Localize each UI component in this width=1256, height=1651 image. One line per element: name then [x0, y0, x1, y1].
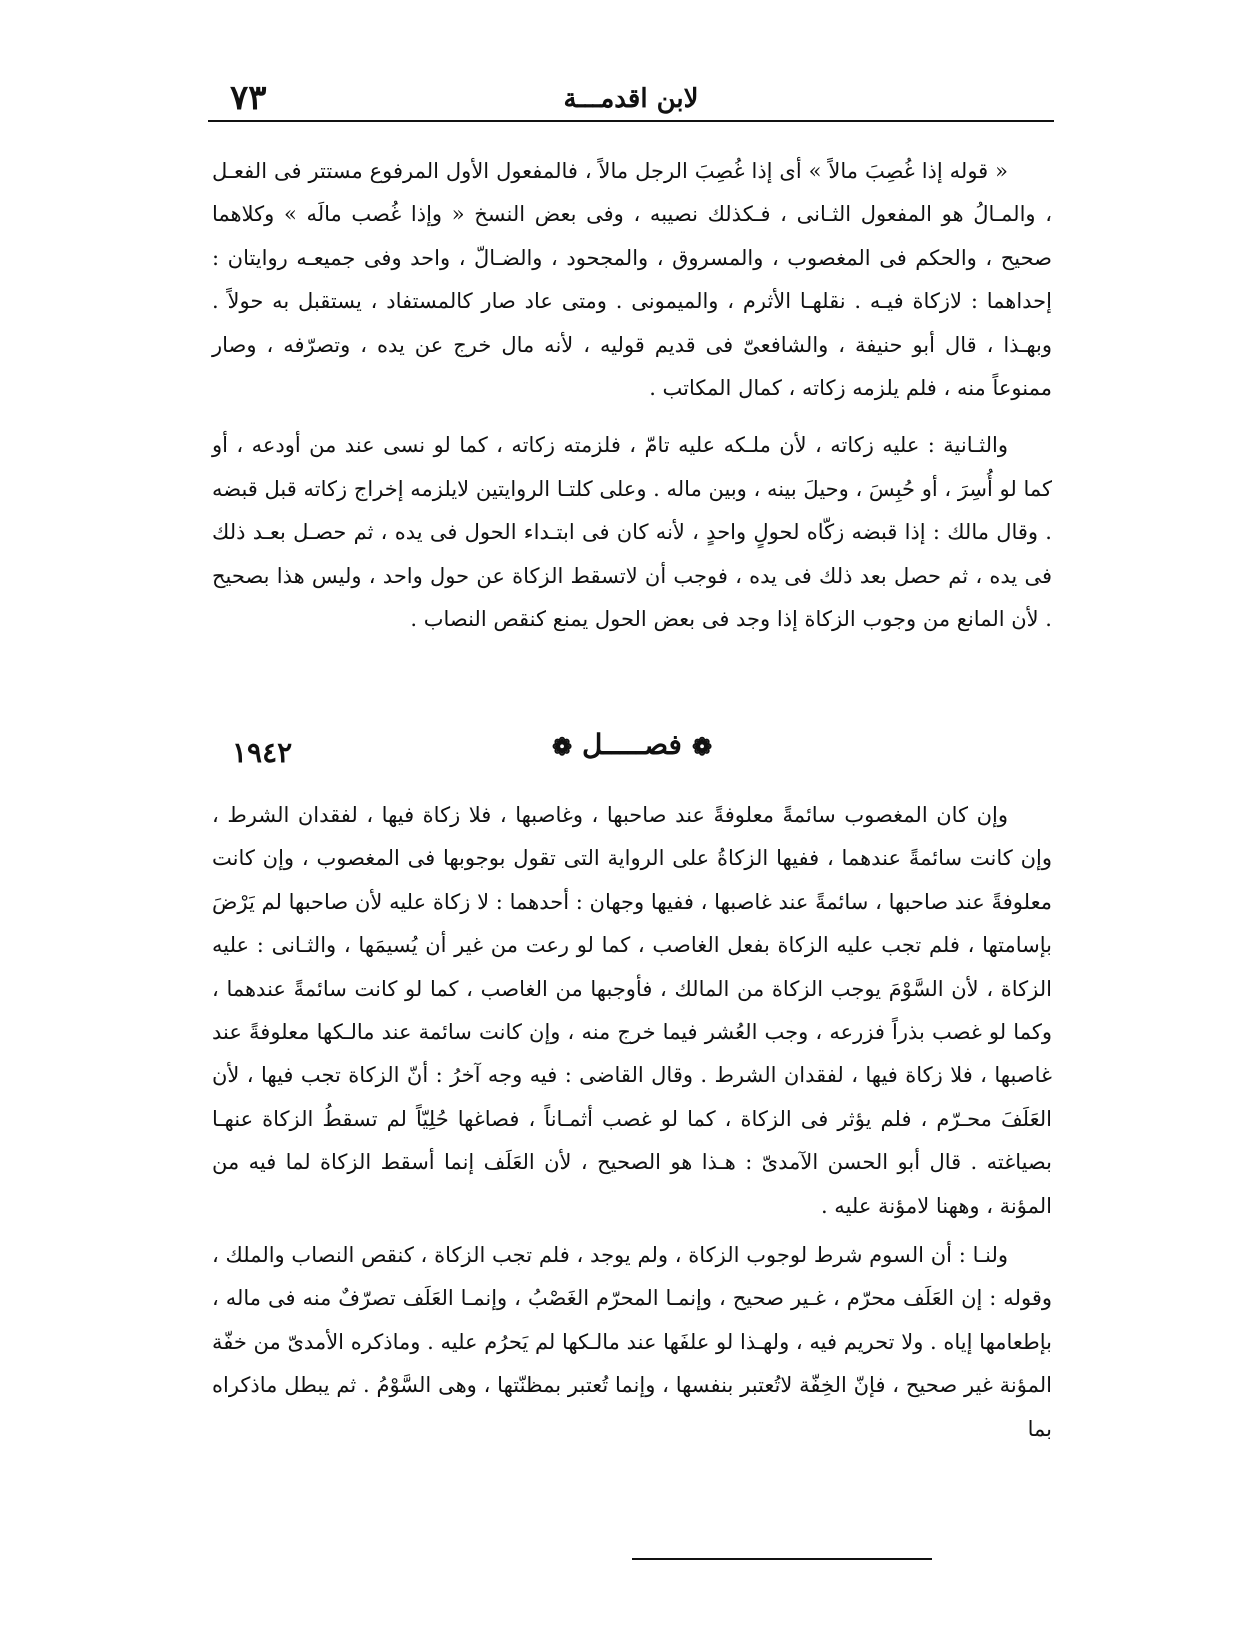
section-title-wrap: [212, 728, 1052, 761]
page-header: [208, 78, 1054, 120]
text-block-1: [212, 150, 1052, 641]
paragraph: ولنـا : أن السوم شرط لوجوب الزكاة ، ولم يوجد ، فلم تجب الزكاة ، كنقص النصاب والملك ، وقوله : إن العَلَف محرّم ، غـير صحيح ، وإنمـا المحرّم الغَصْبُ ، وإنمـا العَلَف تصرّفٌ منه فى ماله ، بإطعامها إياه . ولا تحريم فيه ، ولهـذا لو علفَها عند مالـكها لم يَحرُم عليه . وماذكره الأمدىّ من خفّة المؤنة غير صحيح ، فإنّ الخِفّة لاتُعتبر بنفسها ، وإنما تُعتبر بمظنّتها ، وهى السَّوْمُ . ثم يبطل ماذكراه بما: [212, 1243, 1052, 1441]
footer-rule: [632, 1558, 932, 1560]
paragraph: « قوله إذا غُصِبَ مالاً » أى إذا غُصِبَ الرجل مالاً ، فالمفعول الأول المرفوع مستتر فى الفعـل ، والمـالُ هو المفعول الثـانى ، فـكذلك نصيبه ، وفى بعض النسخ « وإذا غُصب مالَه » وكلاهما صحيح ، والحكم فى المغصوب ، والمسروق ، والمجحود ، والضـالّ ، واحد وفى جميعـه روايتان : إحداهما : لازكاة فيـه . نقلهـا الأثرم ، والميمونى . ومتى عاد صار كالمستفاد ، يستقبل به حولاً . وبهـذا ، قال أبو حنيفة ، والشافعىّ فى قديم قوليه ، لأنه مال خرج عن يده ، وتصرّفه ، وصار ممنوعاً منه ، فلم يلزمه زكاته ، كمال المكاتب .: [212, 159, 1052, 401]
ornament-icon: ❁: [691, 732, 713, 761]
section-title: فصـــــل: [582, 728, 682, 761]
text-block-2: [212, 794, 1052, 1451]
header-rule: [208, 120, 1054, 122]
paragraph: وإن كان المغصوب سائمةً معلوفةً عند صاحبها ، وغاصبها ، فلا زكاة فيها ، لفقدان الشرط ، وإن كانت سائمةً عندهما ، ففيها الزكاةُ على الرواية التى تقول بوجوبها فى المغصوب ، وإن كانت معلوفةً عند صاحبها ، سائمةً عند غاصبها ، ففيها وجهان : أحدهما : لا زكاة عليه لأن صاحبها لم يَرْضَ بإسامتها ، فلم تجب عليه الزكاة بفعل الغاصب ، كما لو رعت من غير أن يُسيمَها ، والثـانى : عليه الزكاة ، لأن السَّوْمَ يوجب الزكاة من المالك ، فأوجبها من الغاصب ، كما لو كانت سائمةً عندهما ، وكما لو غصب بذراً فزرعه ، وجب العُشر فيما خرج منه ، وإن كانت سائمة عند مالـكها معلوفةً عند غاصبها ، فلا زكاة فيها ، لفقدان الشرط . وقال القاضى : فيه وجه آخرُ : أنّ الزكاة تجب فيها ، لأن العَلَفَ محـرّم ، فلم يؤثر فى الزكاة ، كما لو غصب أثمـاناً ، فصاغها حُلِيّاً لم تسقطُ الزكاة عنهـا بصياغته . قال أبو الحسن الآمدىّ : هـذا هو الصحيح ، لأن العَلَف إنما أسقط الزكاة لما فيه من المؤنة ، وههنا لامؤنة عليه .: [212, 803, 1052, 1218]
section-number: ١٩٤٢: [232, 736, 293, 769]
ornament-icon: ❁: [551, 732, 573, 761]
running-title: لابن اقدمـــة: [563, 84, 699, 114]
page-number: ٧٣: [230, 78, 267, 118]
paragraph: والثـانية : عليه زكاته ، لأن ملـكه عليه تامّ ، فلزمته زكاته ، كما لو نسى عند من أودعه ، أو كما لو أُسِرَ ، أو حُبِسَ ، وحيلَ بينه ، وبين ماله . وعلى كلتـا الروايتين لايلزمه إخراج زكاته قبل قبضه . وقال مالك : إذا قبضه زكّاه لحولٍ واحدٍ ، لأنه كان فى ابتـداء الحول فى يده ، ثم حصـل بعـد ذلك فى يده ، ثم حصل بعد ذلك فى يده ، فوجب أن لاتسقط الزكاة عن حول واحد ، وليس هذا بصحيح . لأن المانع من وجوب الزكاة إذا وجد فى بعض الحول يمنع كنقص النصاب .: [212, 433, 1052, 632]
section-heading: [212, 728, 1052, 776]
